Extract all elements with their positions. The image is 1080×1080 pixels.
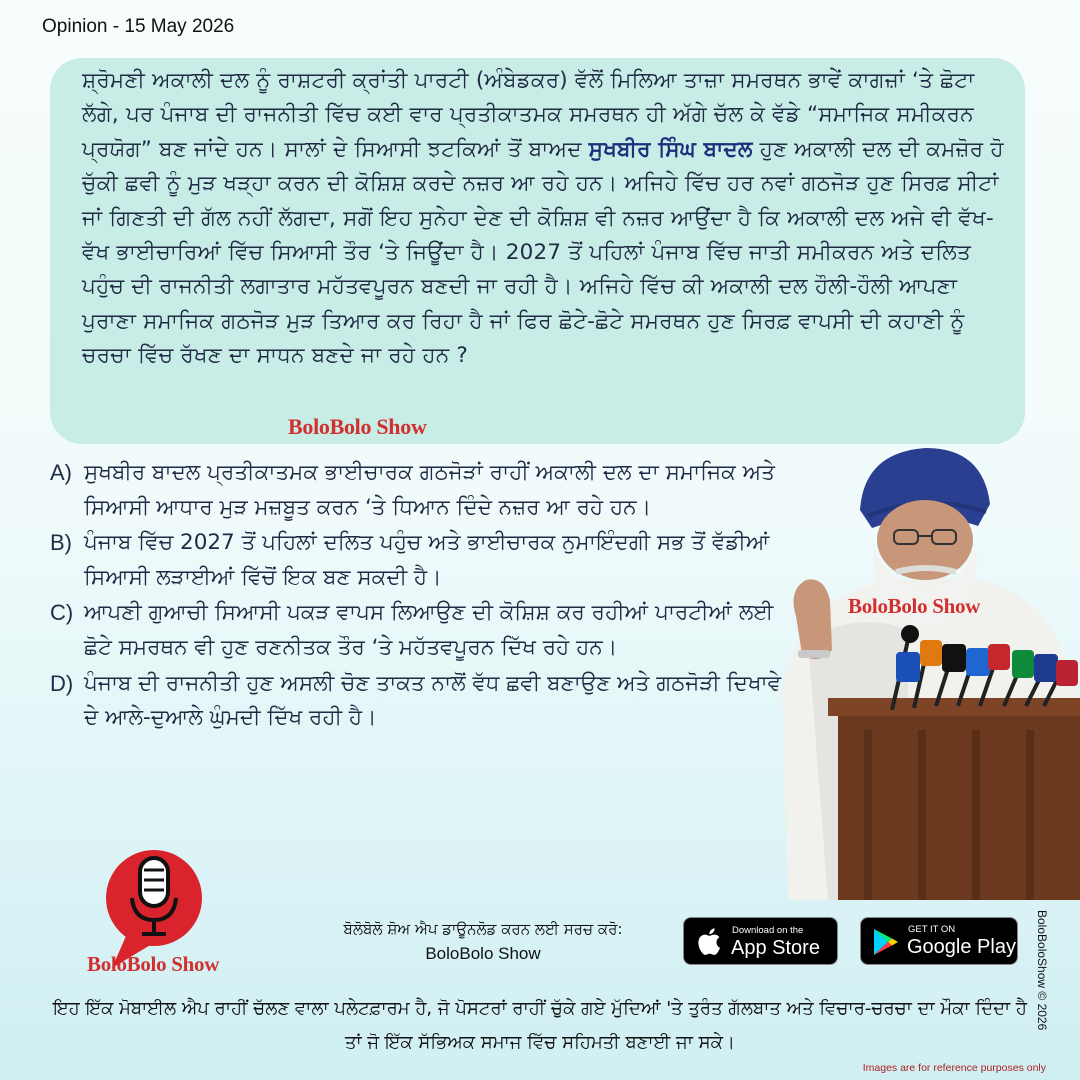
app-store-button[interactable] bbox=[683, 917, 838, 965]
google-play-small-text: GET IT ON bbox=[908, 924, 956, 935]
question-text-start: ਸ਼੍ਰੋਮਣੀ ਅਕਾਲੀ ਦਲ ਨੂੰ ਰਾਸ਼ਟਰੀ ਕ੍ਰਾਂਤੀ ਪਾਰਟੀ (ਅੰਬੇਡਕਰ) ਵੱਲੋਂ ਮਿਲਿਆ ਤਾਜ਼ਾ ਸਮਰਥਨ ਭਾਵੇਂ ਕਾਗਜ਼ਾਂ ‘ਤੇ ਛੋਟਾ ਲੱਗੇ, ਪਰ ਪੰਜਾਬ ਦੀ ਰਾਜਨੀਤੀ ਵਿੱਚ ਕਈ ਵਾਰ ਪ੍ਰਤੀਕਾਤਮਕ ਸਮਰਥਨ ਹੀ ਅੱਗੇ ਚੱਲ ਕੇ ਵੱਡੇ “ਸਮਾਜਿਕ ਸਮੀਕਰਨ ਪ੍ਰਯੋਗ” ਬਣ ਜਾਂਦੇ ਹਨ। ਸਾਲਾਂ ਦੇ ਸਿਆਸੀ ਝਟਕਿਆਂ ਤੋਂ ਬਾਅਦ bbox=[82, 68, 975, 162]
copyright-notice bbox=[1035, 910, 1075, 1050]
option-letter: C) bbox=[50, 600, 74, 626]
brand-logo-text: BoloBolo Show bbox=[87, 952, 220, 976]
app-store-big-text: App Store bbox=[731, 937, 820, 959]
google-play-big-text: Google Play bbox=[907, 936, 1016, 958]
google-play-button[interactable] bbox=[860, 917, 1018, 965]
option-text: ਪੰਜਾਬ ਵਿੱਚ 2027 ਤੋਂ ਪਹਿਲਾਂ ਦਲਿਤ ਪਹੁੰਚ ਅਤੇ ਭਾਈਚਾਰਕ ਨੁਮਾਇੰਦਗੀ ਸਭ ਤੋਂ ਵੱਡੀਆਂ ਸਿਆਸੀ ਲੜਾਈਆਂ ਵਿੱਚੋਂ ਇਕ ਬਣ ਸਕਦੀ ਹੈ। bbox=[84, 530, 770, 590]
search-instruction: ਬੋਲੋਬੋਲੋ ਸ਼ੋਅ ਐਪ ਡਾਊਨਲੋਡ ਕਰਨ ਲਈ ਸਰਚ ਕਰੋ: bbox=[343, 920, 623, 938]
apple-icon bbox=[697, 927, 721, 956]
google-play-icon bbox=[873, 928, 899, 956]
watermark-question: BoloBolo Show bbox=[288, 414, 427, 439]
option-text: ਸੁਖਬੀਰ ਬਾਦਲ ਪ੍ਰਤੀਕਾਤਮਕ ਭਾਈਚਾਰਕ ਗਠਜੋੜਾਂ ਰਾਹੀਂ ਅਕਾਲੀ ਦਲ ਦਾ ਸਮਾਜਿਕ ਅਤੇ ਸਿਆਸੀ ਆਧਾਰ ਮੁੜ ਮਜ਼ਬੂਤ ਕਰਨ ‘ਤੇ ਧਿਆਨ ਦਿੰਦੇ ਨਜ਼ਰ ਆ ਰਹੇ ਹਨ। bbox=[84, 460, 775, 520]
option-letter: B) bbox=[50, 530, 72, 556]
option-b[interactable] bbox=[50, 526, 790, 595]
answer-options bbox=[50, 456, 790, 737]
question-text bbox=[82, 64, 1012, 374]
app-search-prompt bbox=[298, 920, 668, 964]
question-text-end: ਹੁਣ ਅਕਾਲੀ ਦਲ ਦੀ ਕਮਜ਼ੋਰ ਹੋ ਚੁੱਕੀ ਛਵੀ ਨੂੰ ਮੁੜ ਖੜ੍ਹਾ ਕਰਨ ਦੀ ਕੋਸ਼ਿਸ਼ ਕਰਦੇ ਨਜ਼ਰ ਆ ਰਹੇ ਹਨ। ਅਜਿਹੇ ਵਿੱਚ ਹਰ ਨਵਾਂ ਗਠਜੋੜ ਹੁਣ ਸਿਰਫ਼ ਸੀਟਾਂ ਜਾਂ ਗਿਣਤੀ ਦੀ ਗੱਲ ਨਹੀਂ ਲੱਗਦਾ, ਸਗੋਂ ਇਹ ਸੁਨੇਹਾ ਦੇਣ ਦੀ ਕੋਸ਼ਿਸ਼ ਵੀ ਨਜ਼ਰ ਆਉਂਦਾ ਹੈ ਕਿ ਅਕਾਲੀ ਦਲ ਅਜੇ ਵੀ ਵੱਖ-ਵੱਖ ਭਾਈਚਾਰਿਆਂ ਵਿੱਚ ਸਿਆਸੀ ਤੌਰ ‘ਤੇ ਜਿਊਂਦਾ ਹੈ। 2027 ਤੋਂ ਪਹਿਲਾਂ ਪੰਜਾਬ ਵਿੱਚ ਜਾਤੀ ਸਮੀਕਰਨ ਅਤੇ ਦਲਿਤ ਪਹੁੰਚ ਦੀ ਰਾਜਨੀਤੀ ਲਗਾਤਾਰ ਮਹੱਤਵਪੂਰਨ ਬਣਦੀ ਜਾ ਰਹੀ ਹੈ। ਅਜਿਹੇ ਵਿੱਚ ਕੀ ਅਕਾਲੀ ਦਲ ਹੌਲੀ-ਹੌਲੀ ਆਪਣਾ ਪੁਰਾਣਾ ਸਮਾਜਿਕ ਗਠਜੋੜ ਮੁੜ ਤਿਆਰ ਕਰ ਰਿਹਾ ਹੈ ਜਾਂ ਫਿਰ ਛੋਟੇ-ਛੋਟੇ ਸਮਰਥਨ ਹੁਣ ਸਿਰਫ਼ ਵਾਪਸੀ ਦੀ ਕਹਾਣੀ ਨੂੰ ਚਰਚਾ ਵਿੱਚ ਰੱਖਣ ਦਾ ਸਾਧਨ ਬਣਦੇ ਜਾ ਰਹੇ ਹਨ ? bbox=[82, 136, 1004, 369]
option-a[interactable] bbox=[50, 456, 790, 525]
copyright-text: BoloBoloShow © 2026 bbox=[1035, 910, 1049, 1031]
speaker-photo bbox=[768, 440, 1080, 900]
option-c[interactable] bbox=[50, 596, 790, 665]
option-d[interactable] bbox=[50, 667, 790, 736]
reference-disclaimer: Images are for reference purposes only bbox=[862, 1062, 1046, 1074]
search-app-name: BoloBolo Show bbox=[425, 944, 541, 963]
option-text: ਆਪਣੀ ਗੁਆਚੀ ਸਿਆਸੀ ਪਕੜ ਵਾਪਸ ਲਿਆਉਣ ਦੀ ਕੋਸ਼ਿਸ਼ ਕਰ ਰਹੀਆਂ ਪਾਰਟੀਆਂ ਲਈ ਛੋਟੇ ਸਮਰਥਨ ਵੀ ਹੁਣ ਰਣਨੀਤਕ ਤੌਰ ‘ਤੇ ਮਹੱਤਵਪੂਰਨ ਦਿੱਖ ਰਹੇ ਹਨ। bbox=[84, 600, 774, 660]
option-letter: A) bbox=[50, 460, 72, 485]
option-text: ਪੰਜਾਬ ਦੀ ਰਾਜਨੀਤੀ ਹੁਣ ਅਸਲੀ ਚੋਣ ਤਾਕਤ ਨਾਲੋਂ ਵੱਧ ਛਵੀ ਬਣਾਉਣ ਅਤੇ ਗਠਜੋੜੀ ਦਿਖਾਵੇ ਦੇ ਆਲੇ-ਦੁਆਲੇ ਘੁੰਮਦੀ ਦਿੱਖ ਰਹੀ ਹੈ। bbox=[84, 670, 782, 731]
post-date-header: Opinion - 15 May 2026 bbox=[42, 16, 235, 37]
platform-description: ਇਹ ਇੱਕ ਮੋਬਾਈਲ ਐਪ ਰਾਹੀਂ ਚੱਲਣ ਵਾਲਾ ਪਲੇਟਫ਼ਾਰਮ ਹੈ, ਜੋ ਪੋਸਟਰਾਂ ਰਾਹੀਂ ਚੁੱਕੇ ਗਏ ਮੁੱਦਿਆਂ 'ਤੇ ਤੁਰੰਤ ਗੱਲਬਾਤ ਅਤੇ ਵਿਚਾਰ-ਚਰਚਾ ਦਾ ਮੌਕਾ ਦਿੰਦਾ ਹੈ ਤਾਂ ਜੋ ਇੱਕ ਸੱਭਿਅਕ ਸਮਾਜ ਵਿੱਚ ਸਹਿਮਤੀ ਬਣਾਈ ਜਾ ਸਕੇ। bbox=[53, 998, 1027, 1053]
app-store-small-text: Download on the bbox=[732, 925, 804, 936]
option-letter: D) bbox=[50, 670, 74, 696]
highlighted-name: ਸੁਖਬੀਰ ਸਿੰਘ ਬਾਦਲ bbox=[588, 136, 753, 162]
watermark-photo: BoloBolo Show bbox=[848, 594, 981, 618]
